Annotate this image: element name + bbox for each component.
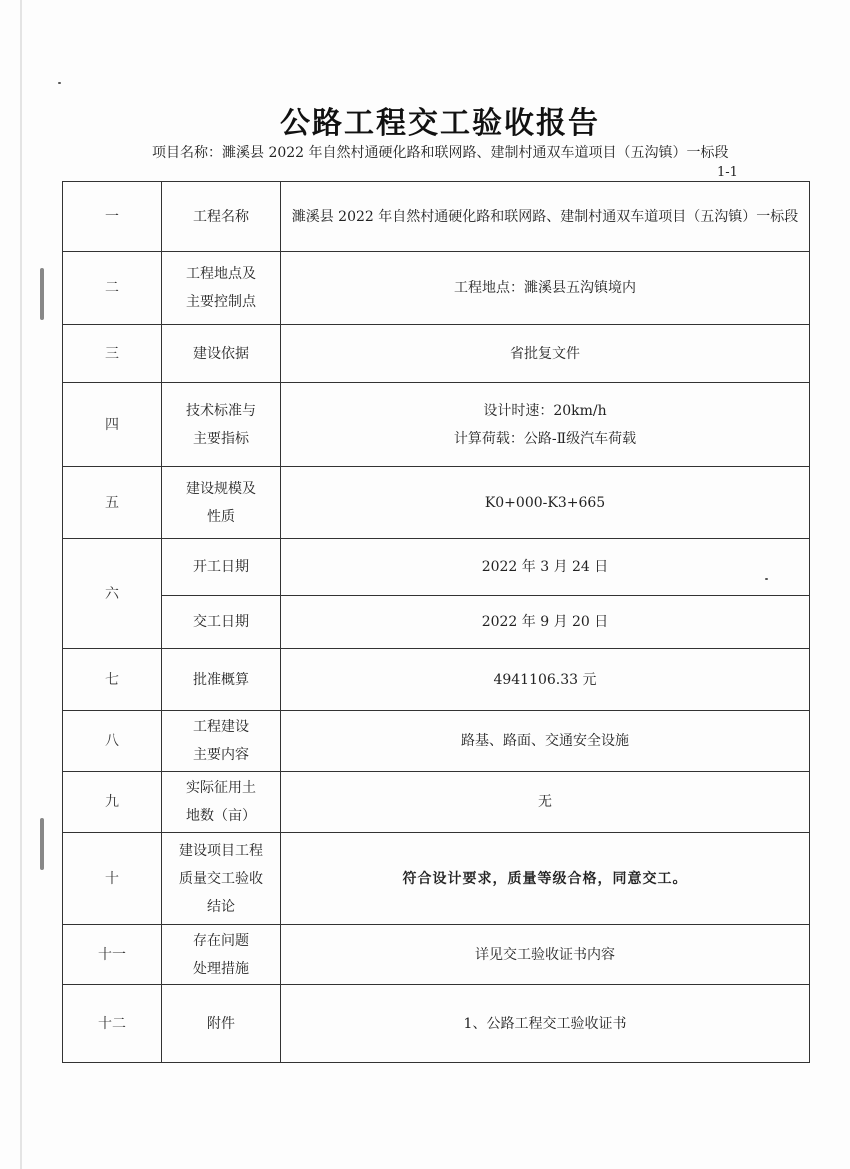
field-label-line: 交工日期: [193, 614, 249, 630]
field-label: [162, 596, 281, 649]
conclusion-value: [281, 833, 810, 925]
scan-edge: [20, 0, 22, 1169]
row-number: 十: [63, 833, 162, 925]
field-value-line: K0+000-K3+665: [484, 494, 606, 511]
field-label-line: 工程地点及: [186, 266, 256, 282]
binder-mark: [40, 818, 44, 870]
field-label: [162, 539, 281, 596]
field-label: [162, 985, 281, 1063]
field-value-line: 路基、路面、交通安全设施: [461, 733, 629, 749]
field-value: [281, 711, 810, 772]
row-number: 三: [63, 325, 162, 383]
row-number: 二: [63, 252, 162, 325]
field-label-line: 工程建设: [193, 719, 249, 735]
project-name-line: 项目名称：濉溪县 2022 年自然村通硬化路和联网路、建制村通双车道项目（五沟镇）一标段: [152, 145, 729, 161]
scan-speck: [58, 82, 61, 84]
field-label: [162, 467, 281, 539]
field-value: [281, 252, 810, 325]
row-number: 九: [63, 772, 162, 833]
field-value-line: 2022 年 9 月 20 日: [481, 614, 609, 630]
table-row: [63, 383, 810, 467]
table-row: [63, 649, 810, 711]
field-label-line: 性质: [207, 508, 235, 525]
field-value: [281, 772, 810, 833]
field-value-line: 符合设计要求，质量等级合格，同意交工。: [402, 870, 688, 887]
field-value-line: 无: [538, 794, 552, 810]
field-value-line: 详见交工验收证书内容: [475, 946, 615, 963]
field-value-line: 设计时速：20km/h: [483, 402, 607, 419]
field-label-line: 处理措施: [193, 960, 249, 977]
field-label: [162, 252, 281, 325]
field-value: [281, 325, 810, 383]
field-label: [162, 711, 281, 772]
binder-mark: [40, 268, 44, 320]
field-value: [281, 539, 810, 596]
table-row: [63, 772, 810, 833]
field-value: [281, 383, 810, 467]
table-row: [63, 252, 810, 325]
field-label-line: 主要指标: [193, 430, 249, 447]
field-value-line: 计算荷载：公路-Ⅱ级汽车荷载: [453, 430, 637, 447]
field-label-line: 主要内容: [193, 747, 249, 763]
field-value: [281, 596, 810, 649]
table-row: [63, 467, 810, 539]
field-value-line: 省批复文件: [510, 345, 580, 362]
field-label-line: 开工日期: [193, 559, 249, 575]
field-label-line: 附件: [207, 1015, 235, 1032]
row-number: 一: [63, 182, 162, 252]
field-value: [281, 467, 810, 539]
field-label-line: 建设规模及: [186, 480, 256, 497]
field-value-line: 濉溪县 2022 年自然村通硬化路和联网路、建制村通双车道项目（五沟镇）一标段: [291, 208, 799, 225]
field-value-line: 工程地点：濉溪县五沟镇境内: [454, 280, 636, 296]
table-row: [63, 325, 810, 383]
field-label-line: 建设依据: [193, 345, 249, 362]
field-value-line: 2022 年 3 月 24 日: [481, 559, 609, 575]
row-number: 五: [63, 467, 162, 539]
field-label: [162, 383, 281, 467]
table-row: [63, 925, 810, 985]
row-number: 七: [63, 649, 162, 711]
field-value-line: 1、公路工程交工验收证书: [463, 1015, 627, 1032]
field-label: [162, 649, 281, 711]
field-label-line: 技术标准与: [186, 402, 256, 419]
field-label: [162, 772, 281, 833]
row-number: 十一: [63, 925, 162, 985]
field-label-line: 主要控制点: [186, 294, 256, 310]
table-row: [63, 596, 810, 649]
field-label: [162, 833, 281, 925]
field-label-line: 批准概算: [193, 671, 249, 688]
field-label-line: 地数（亩）: [186, 808, 256, 824]
field-value: [281, 925, 810, 985]
table-row: [63, 711, 810, 772]
field-label-line: 质量交工验收: [179, 870, 263, 887]
field-label: [162, 325, 281, 383]
field-label-line: 建设项目工程: [179, 842, 263, 859]
row-number: 四: [63, 383, 162, 467]
table-row: [63, 182, 810, 252]
field-label-line: 结论: [207, 898, 235, 915]
field-label-line: 工程名称: [193, 208, 249, 225]
table-row: [63, 985, 810, 1063]
document-title: 公路工程交工验收报告: [280, 106, 600, 141]
acceptance-report-table: [62, 181, 810, 1063]
table-row: [63, 833, 810, 925]
field-label-line: 实际征用土: [186, 780, 256, 796]
field-value: [281, 985, 810, 1063]
field-label-line: 存在问题: [193, 932, 249, 949]
field-value-line: 4941106.33 元: [493, 671, 597, 688]
field-value: [281, 649, 810, 711]
field-value: [281, 182, 810, 252]
row-number: 六: [63, 539, 162, 649]
row-number: 十二: [63, 985, 162, 1063]
page-number: 1-1: [717, 165, 738, 180]
field-label: [162, 925, 281, 985]
field-label: [162, 182, 281, 252]
table-row: [63, 539, 810, 596]
row-number: 八: [63, 711, 162, 772]
